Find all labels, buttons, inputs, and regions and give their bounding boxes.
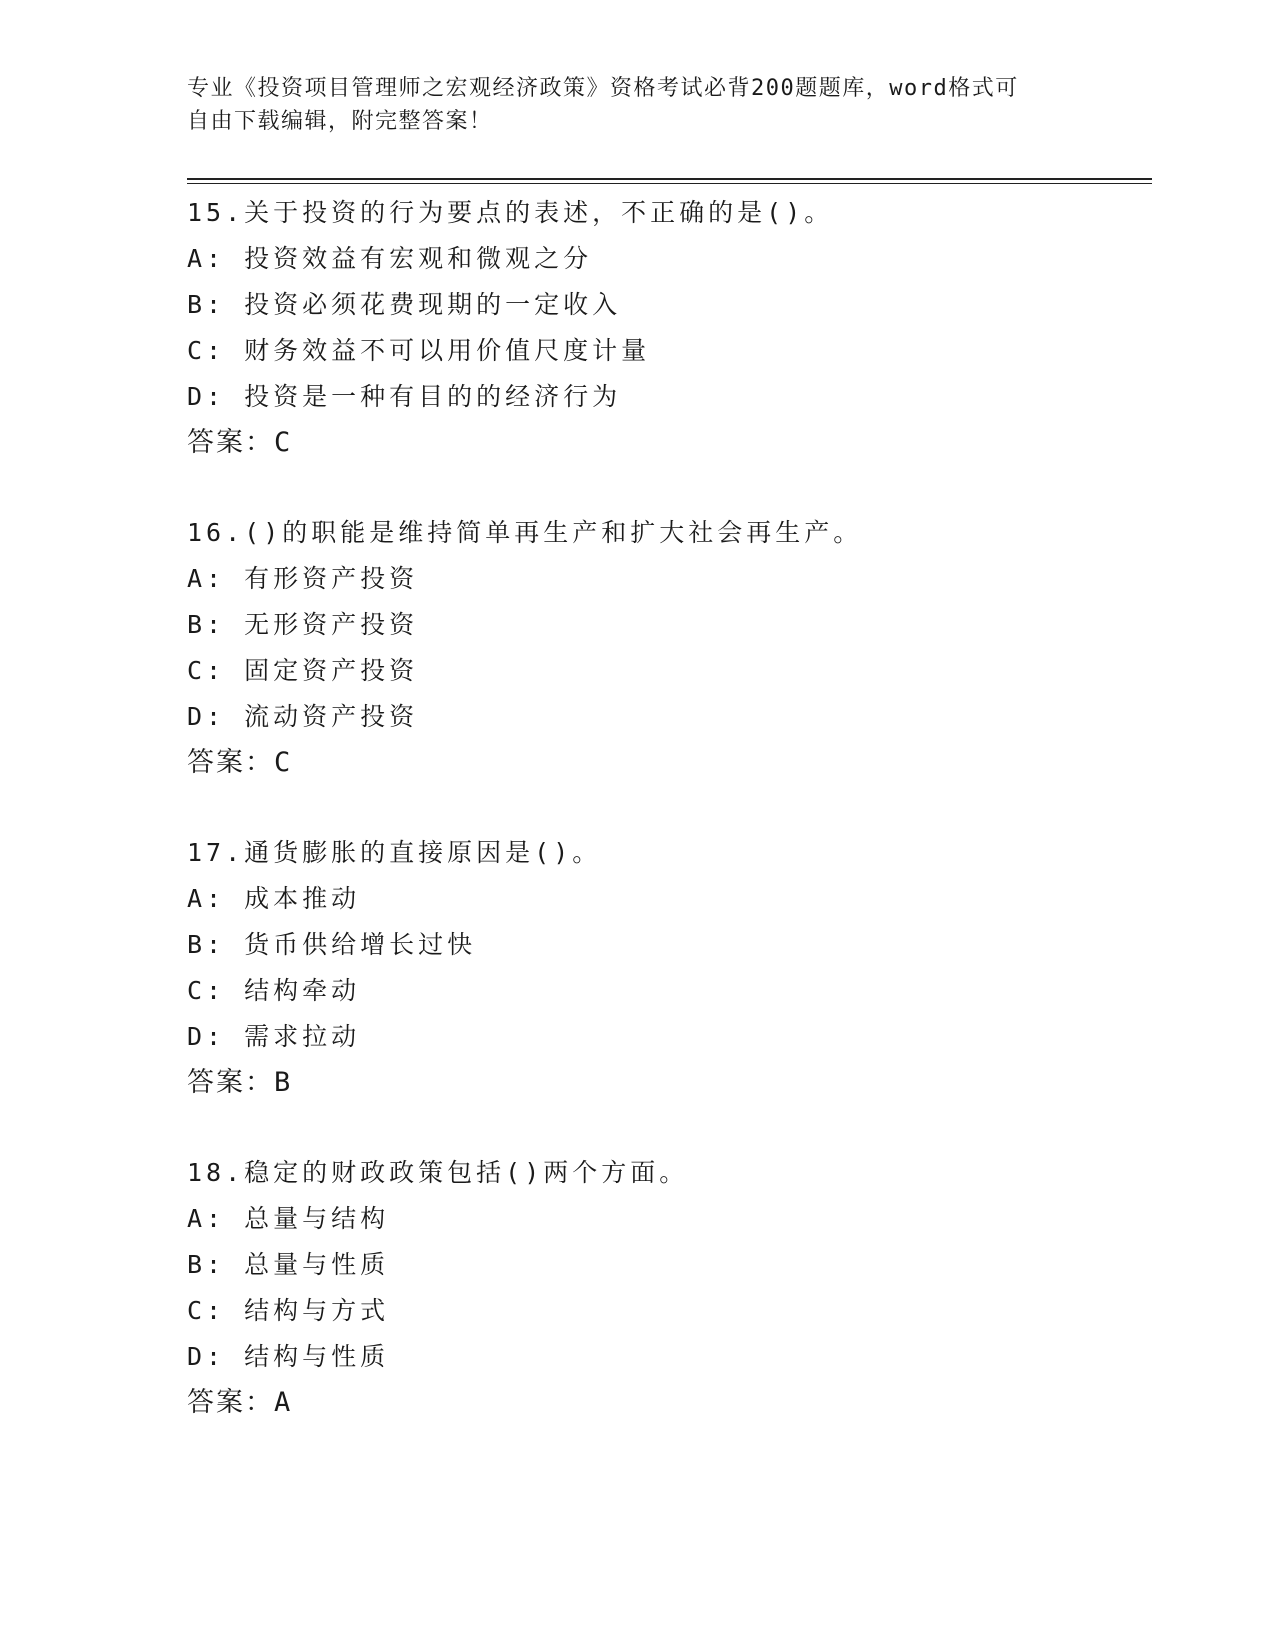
question-list	[187, 190, 1152, 1470]
answer-line	[187, 1060, 1152, 1106]
answer-label: 答案：	[187, 747, 274, 778]
option-b: B: 货币供给增长过快	[187, 930, 477, 959]
option-d: D: 流动资产投资	[187, 702, 419, 731]
option-a: A: 总量与结构	[187, 1204, 390, 1233]
answer-value: C	[274, 427, 291, 458]
header-title-line-2: 自由下载编辑，附完整答案！	[187, 109, 493, 134]
answer-label: 答案：	[187, 1067, 274, 1098]
answer-value: A	[274, 1387, 291, 1418]
answer-label: 答案：	[187, 427, 274, 458]
header-divider-thick	[187, 178, 1152, 180]
header-divider-thin	[187, 183, 1152, 184]
question-15	[187, 190, 1152, 510]
option-d: D: 结构与性质	[187, 1342, 390, 1371]
question-stem: 18.稳定的财政政策包括()两个方面。	[187, 1158, 689, 1187]
option-c: C: 结构与方式	[187, 1296, 390, 1325]
option-b: B: 投资必须花费现期的一定收入	[187, 290, 622, 319]
option-a: A: 成本推动	[187, 884, 361, 913]
answer-line	[187, 740, 1152, 786]
question-stem: 16.()的职能是维持简单再生产和扩大社会再生产。	[187, 518, 863, 547]
option-d: D: 投资是一种有目的的经济行为	[187, 382, 622, 411]
answer-line	[187, 1380, 1152, 1426]
option-c: C: 固定资产投资	[187, 656, 419, 685]
answer-value: B	[274, 1067, 291, 1098]
answer-label: 答案：	[187, 1387, 274, 1418]
header-title-line-1: 专业《投资项目管理师之宏观经济政策》资格考试必背200题题库，word格式可	[187, 76, 1019, 101]
question-stem: 15.关于投资的行为要点的表述，不正确的是()。	[187, 198, 834, 227]
question-18	[187, 1150, 1152, 1470]
option-d: D: 需求拉动	[187, 1022, 361, 1051]
question-17	[187, 830, 1152, 1150]
question-16	[187, 510, 1152, 830]
answer-line	[187, 420, 1152, 466]
option-c: C: 财务效益不可以用价值尺度计量	[187, 336, 651, 365]
option-a: A: 有形资产投资	[187, 564, 419, 593]
option-a: A: 投资效益有宏观和微观之分	[187, 244, 593, 273]
document-header	[187, 72, 1067, 138]
question-stem: 17.通货膨胀的直接原因是()。	[187, 838, 602, 867]
option-b: B: 总量与性质	[187, 1250, 390, 1279]
option-b: B: 无形资产投资	[187, 610, 419, 639]
answer-value: C	[274, 747, 291, 778]
option-c: C: 结构牵动	[187, 976, 361, 1005]
